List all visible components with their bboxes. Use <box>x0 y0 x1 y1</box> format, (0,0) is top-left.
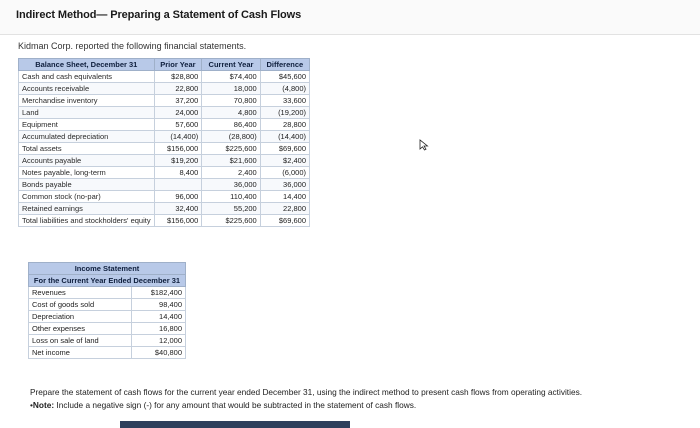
difference-value: $2,400 <box>260 155 309 167</box>
difference-value: (14,400) <box>260 131 309 143</box>
prior-year-value: 37,200 <box>154 95 202 107</box>
prior-year-value: (14,400) <box>154 131 202 143</box>
current-year-value: $225,600 <box>202 143 260 155</box>
balance-sheet-row <box>19 83 310 95</box>
prior-year-value: 96,000 <box>154 191 202 203</box>
row-label: Cost of goods sold <box>29 299 132 311</box>
note-label: Note: <box>32 400 55 410</box>
income-statement-row <box>29 311 186 323</box>
balance-sheet-row <box>19 179 310 191</box>
current-year-value: 2,400 <box>202 167 260 179</box>
balance-sheet-row <box>19 131 310 143</box>
amount-value: 16,800 <box>132 323 186 335</box>
row-label: Equipment <box>19 119 155 131</box>
income-statement-row <box>29 347 186 359</box>
amount-value: 98,400 <box>132 299 186 311</box>
balance-sheet-row <box>19 119 310 131</box>
note-text: Include a negative sign (-) for any amount that would be subtracted in the statement of cash flows. <box>54 400 417 410</box>
prior-year-header: Prior Year <box>154 59 202 71</box>
page-title: Indirect Method— Preparing a Statement of Cash Flows <box>16 9 302 21</box>
current-year-value: $225,600 <box>202 215 260 227</box>
difference-value: (19,200) <box>260 107 309 119</box>
header-bar <box>0 0 700 35</box>
row-label: Cash and cash equivalents <box>19 71 155 83</box>
amount-value: $182,400 <box>132 287 186 299</box>
current-year-value: 36,000 <box>202 179 260 191</box>
difference-value: $69,600 <box>260 143 309 155</box>
balance-sheet-table <box>18 58 310 227</box>
balance-sheet-row <box>19 215 310 227</box>
difference-header: Difference <box>260 59 309 71</box>
difference-value: (4,800) <box>260 83 309 95</box>
prior-year-value: $156,000 <box>154 215 202 227</box>
income-statement-table <box>28 262 186 359</box>
row-label: Bonds payable <box>19 179 155 191</box>
row-label: Total assets <box>19 143 155 155</box>
row-label: Accumulated depreciation <box>19 131 155 143</box>
prior-year-value: 24,000 <box>154 107 202 119</box>
balance-sheet-header: Balance Sheet, December 31 <box>19 59 155 71</box>
current-year-value: $74,400 <box>202 71 260 83</box>
income-statement-row <box>29 287 186 299</box>
row-label: Loss on sale of land <box>29 335 132 347</box>
mouse-pointer-icon <box>419 139 429 151</box>
current-year-value: 4,800 <box>202 107 260 119</box>
row-label: Land <box>19 107 155 119</box>
prior-year-value: 32,400 <box>154 203 202 215</box>
prior-year-value: 8,400 <box>154 167 202 179</box>
current-year-value: (28,800) <box>202 131 260 143</box>
difference-value: $69,600 <box>260 215 309 227</box>
balance-sheet-row <box>19 155 310 167</box>
instructions-note <box>30 400 416 410</box>
balance-sheet-row <box>19 107 310 119</box>
answer-section-bar <box>120 421 350 428</box>
balance-sheet-row <box>19 191 310 203</box>
row-label: Notes payable, long-term <box>19 167 155 179</box>
row-label: Net income <box>29 347 132 359</box>
row-label: Depreciation <box>29 311 132 323</box>
intro-text: Kidman Corp. reported the following financial statements. <box>18 41 247 51</box>
balance-sheet-row <box>19 71 310 83</box>
current-year-value: 110,400 <box>202 191 260 203</box>
prior-year-value: 57,600 <box>154 119 202 131</box>
amount-value: 14,400 <box>132 311 186 323</box>
balance-sheet-row <box>19 167 310 179</box>
income-statement-period: For the Current Year Ended December 31 <box>29 275 186 287</box>
row-label: Retained earnings <box>19 203 155 215</box>
current-year-value: 18,000 <box>202 83 260 95</box>
current-year-header: Current Year <box>202 59 260 71</box>
difference-value: 33,600 <box>260 95 309 107</box>
income-statement-row <box>29 299 186 311</box>
difference-value: 36,000 <box>260 179 309 191</box>
difference-value: 14,400 <box>260 191 309 203</box>
row-label: Total liabilities and stockholders' equity <box>19 215 155 227</box>
row-label: Merchandise inventory <box>19 95 155 107</box>
balance-sheet-header-row <box>19 59 310 71</box>
row-label: Accounts payable <box>19 155 155 167</box>
amount-value: 12,000 <box>132 335 186 347</box>
prior-year-value <box>154 179 202 191</box>
prior-year-value: 22,800 <box>154 83 202 95</box>
balance-sheet-row <box>19 95 310 107</box>
current-year-value: 86,400 <box>202 119 260 131</box>
row-label: Common stock (no-par) <box>19 191 155 203</box>
row-label: Revenues <box>29 287 132 299</box>
instructions-text: Prepare the statement of cash flows for the current year ended December 31, using the indirect method to present cash flows from operating activities. <box>30 387 583 397</box>
difference-value: (6,000) <box>260 167 309 179</box>
prior-year-value: $19,200 <box>154 155 202 167</box>
prior-year-value: $156,000 <box>154 143 202 155</box>
row-label: Accounts receivable <box>19 83 155 95</box>
current-year-value: $21,600 <box>202 155 260 167</box>
income-statement-row <box>29 323 186 335</box>
amount-value: $40,800 <box>132 347 186 359</box>
difference-value: 22,800 <box>260 203 309 215</box>
current-year-value: 70,800 <box>202 95 260 107</box>
balance-sheet-row <box>19 143 310 155</box>
income-statement-title: Income Statement <box>29 263 186 275</box>
income-statement-row <box>29 335 186 347</box>
prior-year-value: $28,800 <box>154 71 202 83</box>
current-year-value: 55,200 <box>202 203 260 215</box>
balance-sheet-row <box>19 203 310 215</box>
row-label: Other expenses <box>29 323 132 335</box>
difference-value: $45,600 <box>260 71 309 83</box>
difference-value: 28,800 <box>260 119 309 131</box>
note-bullet: • <box>30 400 33 410</box>
